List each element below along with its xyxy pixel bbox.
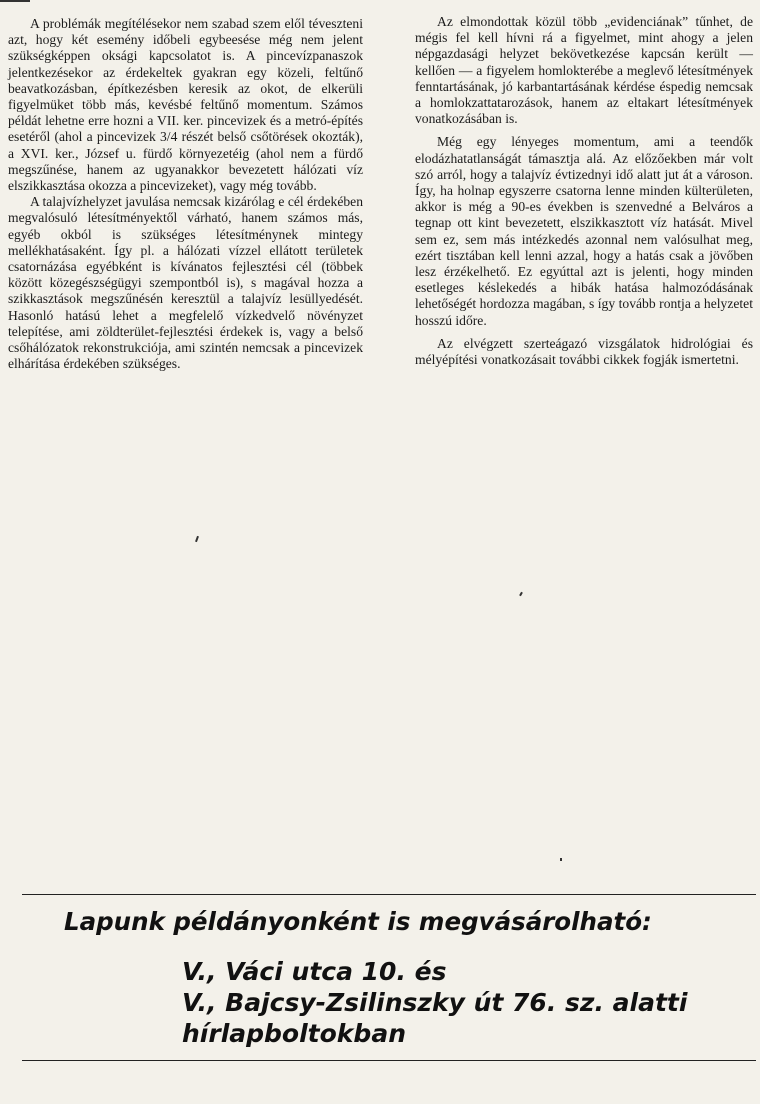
top-left-rule xyxy=(0,0,30,2)
ad-line: hírlapboltokban xyxy=(182,1019,406,1048)
print-speck xyxy=(195,536,199,542)
ad-line: V., Váci utca 10. és xyxy=(182,957,447,986)
paragraph: Még egy lényeges momentum, ami a teendők elodázhatatlanságát támasztja alá. Az előzőekben már volt szó arról, hogy a talajvíz évtizednyi idő alatt jut át a városon. Így, ha holnap egyszerre csatorna lenne minden külterületen, akkor is még a 90-es években is szenvedné a Belváros a tegnap ott kint bevezetett, elszikkasztott víz hatását. Mivel sem ez, sem más intézkedés azonnal nem valósulhat meg, ezért tisztában kell lenni azzal, hogy a hatás csak a jövőben lesz érzékelhető. Ez egyúttal azt is jelenti, hogy minden esetleges késlekedés a hibák hatása halmozódásának lehetőségét hordozza magában, s így tovább rontja a helyzetet hosszú időre. xyxy=(415,134,753,328)
ad-headline: Lapunk példányonként is megvásárolható: xyxy=(64,907,652,936)
paragraph: A talajvízhelyzet javulása nemcsak kizárólag e cél érdekében megvalósuló létesítményektől várható, hanem számos más, egyéb okból is szükséges létesítménynek mintegy mellékhatásaként. Így pl. a hálózati vízzel ellátott területek csatornázása egyébként is kívánatos fejlesztési cél (többek között közegészségügyi szempontból is), s magával hozza a szikkasztások megszűnésén keresztül a talajvíz lesüllyedését. Hasonló hatású lehet a megfelelő vízkedvelő növényzet telepítése, ami zöldterület-fejlesztési érdekek is, vagy a belső csőhálózatok rekonstrukciója, ami szintén nemcsak a pincevizek elhárítása érdekében szükséges. xyxy=(8,194,363,372)
left-column xyxy=(8,16,363,372)
right-column xyxy=(415,14,753,368)
paragraph: Az elvégzett szerteágazó vizsgálatok hidrológiai és mélyépítési vonatkozásait további cikkek fogják ismertetni. xyxy=(415,335,753,368)
paragraph: A problémák megítélésekor nem szabad szem elől téveszteni azt, hogy két esemény időbeli egybeesése még nem jelent szükségképpen oksági kapcsolatot is. A pincevízpanaszok jelentkezésekor az érdekeltek gyakran egy közeli, feltűnő beavatkozásban, építkezésben keresik az okot, de elkerüli figyelmüket több más, kevésbé feltűnő momentum. Számos példát lehetne erre hozni a VII. ker. pincevizek és a metró-építés esetéről (ahol a pincevizek 3/4 részét belső csőtörések okozták), a XVI. ker., József u. fürdő környezetéig (ahol nem a fürdő megszűnése, hanem az ugyanakkor bevezetett hálózati víz elszikkasztása okozza a pincevizeket), vagy még tovább. xyxy=(8,16,363,194)
ad-top-rule xyxy=(22,894,756,895)
ad-line: V., Bajcsy-Zsilinszky út 76. sz. alatti xyxy=(182,988,688,1017)
print-speck xyxy=(519,592,523,596)
paragraph: Az elmondottak közül több „evidenciának” tűnhet, de mégis fel kell hívni rá a figyelmet, mint ahogy a jelen népgazdasági helyzet bekövetkezése kapcsán került — kellően — a figyelem homlokterébe a meglevő létesítmények fenntartásának, jó karbantartásának kérdése éspedig nemcsak a homlokzattatarozások, hanem az eltakart létesítmények vonatkozásában is. xyxy=(415,14,753,127)
ad-bottom-rule xyxy=(22,1060,756,1061)
print-speck xyxy=(560,858,562,861)
